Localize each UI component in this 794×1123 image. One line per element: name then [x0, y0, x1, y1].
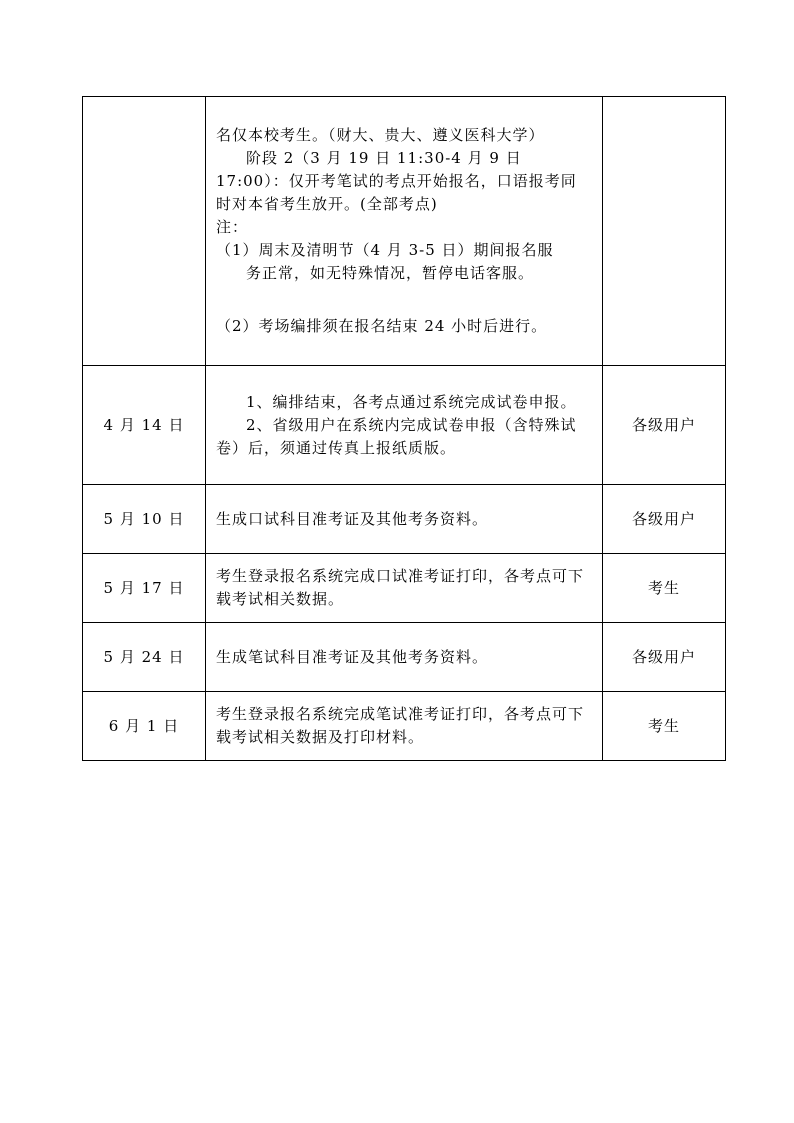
table-row — [83, 366, 726, 485]
date-cell: 5 月 10 日 — [83, 485, 206, 554]
table-row — [83, 97, 726, 366]
table-row — [83, 692, 726, 761]
description-line: 阶段 2（3 月 19 日 11:30-4 月 9 日 17:00）：仅开考笔试的考点开始报名，口语报考同时对本省考生放开。(全部考点) — [216, 149, 577, 213]
note-item: （1）周末及清明节（4 月 3-5 日）期间报名服 — [216, 241, 554, 259]
description-line: 生成口试科目准考证及其他考务资料。 — [216, 509, 489, 528]
note-item: （2）考场编排须在报名结束 24 小时后进行。 — [216, 317, 548, 335]
description-line: 2、省级用户在系统内完成试卷申报（含特殊试卷）后，须通过传真上报纸质版。 — [216, 415, 577, 457]
user-cell: 各级用户 — [603, 366, 726, 485]
table-row — [83, 485, 726, 554]
date-cell: 5 月 24 日 — [83, 623, 206, 692]
date-cell — [83, 97, 206, 366]
description-line: 1、编排结束，各考点通过系统完成试卷申报。 — [246, 392, 577, 411]
description-line: 生成笔试科目准考证及其他考务资料。 — [216, 647, 489, 666]
table-row — [83, 623, 726, 692]
description-line: 考生登录报名系统完成笔试准考证打印，各考点可下载考试相关数据及打印材料。 — [216, 705, 585, 746]
date-cell: 4 月 14 日 — [83, 366, 206, 485]
note-label: 注： — [216, 218, 249, 236]
date-cell: 5 月 17 日 — [83, 554, 206, 623]
spacer — [216, 285, 592, 315]
schedule-table — [82, 96, 726, 761]
description-cell — [206, 623, 603, 692]
table-row — [83, 554, 726, 623]
description-cell — [206, 554, 603, 623]
date-cell: 6 月 1 日 — [83, 692, 206, 761]
user-cell: 各级用户 — [603, 485, 726, 554]
description-line: 名仅本校考生。（财大、贵大、遵义医科大学） — [216, 126, 545, 144]
note-item-continued: 务正常，如无特殊情况，暂停电话客服。 — [246, 264, 535, 282]
user-cell: 考生 — [603, 692, 726, 761]
user-cell — [603, 97, 726, 366]
description-cell — [206, 366, 603, 485]
description-cell — [206, 485, 603, 554]
description-cell — [206, 692, 603, 761]
description-cell — [206, 97, 603, 366]
user-cell: 各级用户 — [603, 623, 726, 692]
description-line: 考生登录报名系统完成口试准考证打印，各考点可下载考试相关数据。 — [216, 567, 585, 608]
user-cell: 考生 — [603, 554, 726, 623]
